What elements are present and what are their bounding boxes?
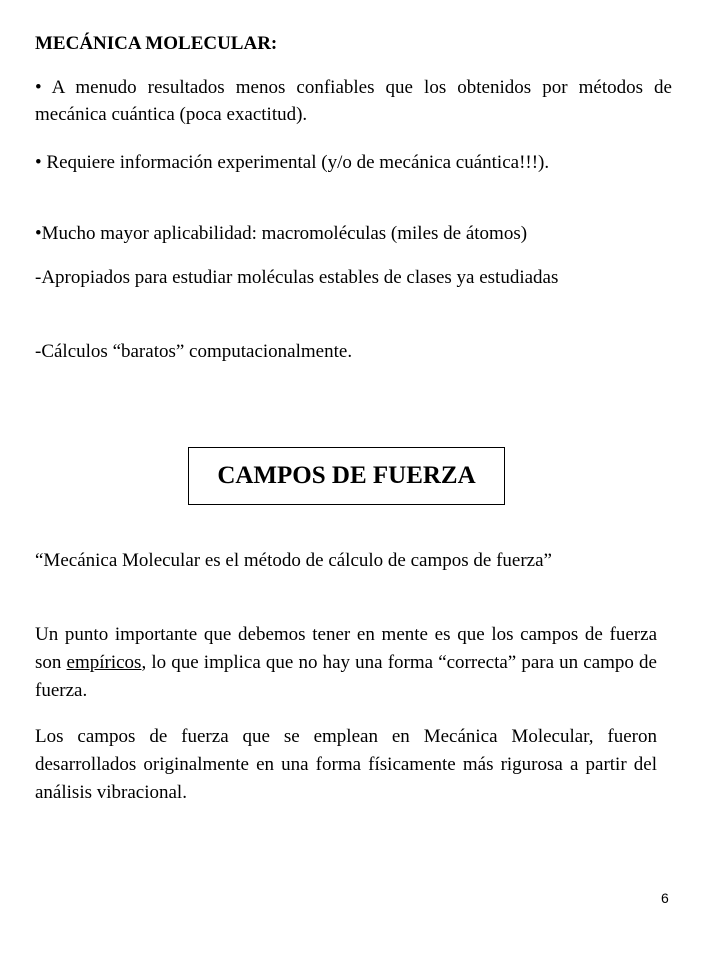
empirical-paragraph-end: , lo que implica que no hay una forma “correcta” para un campo de fuerza. <box>35 652 657 701</box>
list-item-applicability: •Mucho mayor aplicabilidad: macromoléculas (miles de átomos) <box>35 223 528 244</box>
boxed-title-text: CAMPOS DE FUERZA <box>217 462 476 489</box>
empirical-paragraph <box>35 621 657 705</box>
vibrational-analysis-paragraph: Los campos de fuerza que se emplean en Mecánica Molecular, fueron desarrollados originalmente en una forma físicamente más rigurosa a partir del análisis vibracional. <box>35 726 657 803</box>
list-item-cheap-calculations: -Cálculos “baratos” computacionalmente. <box>35 341 353 362</box>
boxed-title <box>188 447 505 505</box>
empirical-term: empíricos <box>66 652 142 673</box>
list-item-accuracy: • A menudo resultados menos confiables que los obtenidos por métodos de mecánica cuántica (poca exactitud). <box>35 77 672 125</box>
list-item-experimental-info: • Requiere información experimental (y/o de mecánica cuántica!!!). <box>35 152 550 173</box>
quote-paragraph: “Mecánica Molecular es el método de cálculo de campos de fuerza” <box>35 550 552 571</box>
empirical-paragraph-start: Un punto importante que debemos tener en mente es que los campos de fuerza son <box>35 624 657 673</box>
section-heading: MECÁNICA MOLECULAR: <box>35 33 278 54</box>
list-item-stable-molecules: -Apropiados para estudiar moléculas estables de clases ya estudiadas <box>35 267 559 288</box>
page-number: 6 <box>661 890 669 906</box>
